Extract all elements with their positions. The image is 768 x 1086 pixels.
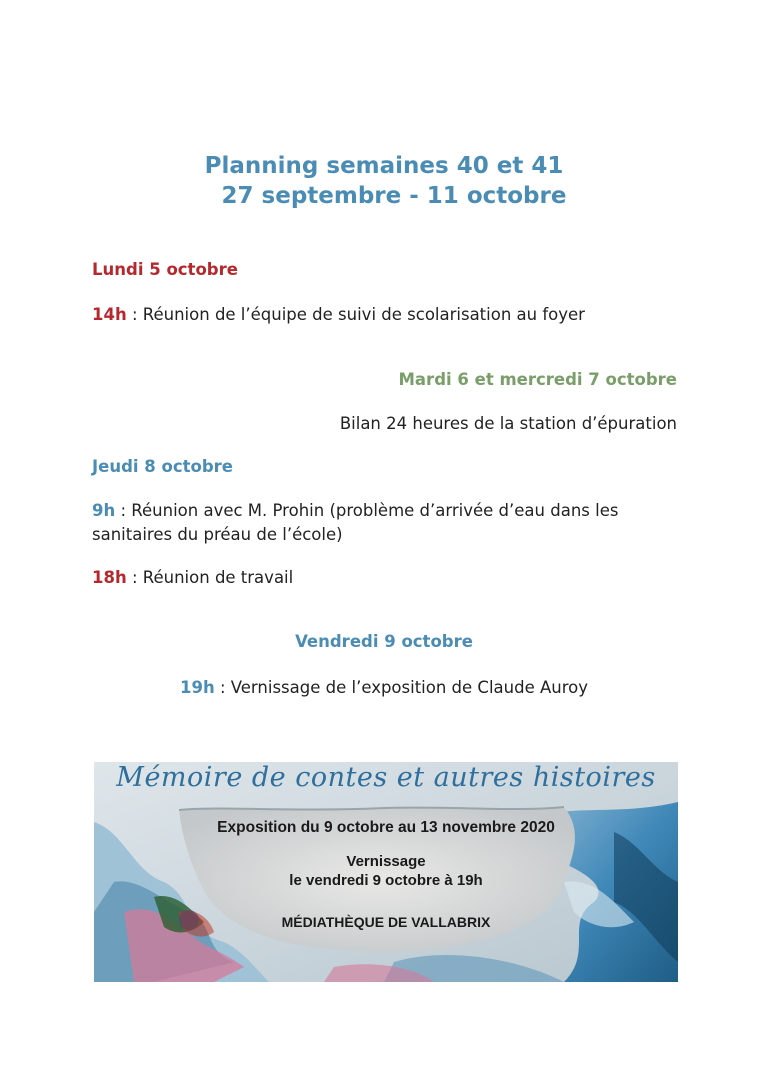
entry-text: Bilan 24 heures de la station d’épuration xyxy=(339,414,677,433)
page-title: Planning semaines 40 et 41 xyxy=(204,153,564,179)
banner-title: Mémoire de contes et autres histoires xyxy=(116,762,656,793)
schedule-entry-continuation xyxy=(92,523,343,547)
banner-venue: MÉDIATHÈQUE DE VALLABRIX xyxy=(281,914,491,930)
exhibition-banner xyxy=(94,762,678,982)
schedule-entry xyxy=(92,499,618,523)
schedule-entry xyxy=(340,412,677,436)
schedule-entry xyxy=(92,303,585,327)
day-heading-lundi: Lundi 5 octobre xyxy=(92,260,238,279)
page-subtitle-dates: 27 septembre - 11 octobre xyxy=(221,183,567,209)
entry-time: 19h xyxy=(180,678,215,697)
entry-time: 14h xyxy=(92,305,127,324)
entry-text: sanitaires du préau de l’école) xyxy=(92,525,343,544)
banner-vernissage-label: Vernissage xyxy=(346,853,426,870)
entry-text: : Réunion de l’équipe de suivi de scolarisation au foyer xyxy=(126,305,585,324)
entry-time: 9h xyxy=(92,501,116,520)
entry-text: : Réunion avec M. Prohin (problème d’arrivée d’eau dans les xyxy=(115,501,619,520)
banner-vernissage-date: le vendredi 9 octobre à 19h xyxy=(289,872,483,889)
day-heading-vendredi: Vendredi 9 octobre xyxy=(295,632,473,651)
day-heading-mardi: Mardi 6 et mercredi 7 octobre xyxy=(398,370,677,389)
entry-text: : Vernissage de l’exposition de Claude Auroy xyxy=(214,678,588,697)
banner-exhibition-dates: Exposition du 9 octobre au 13 novembre 2020 xyxy=(217,819,555,836)
schedule-entry xyxy=(0,676,768,700)
entry-time: 18h xyxy=(92,568,127,587)
schedule-entry xyxy=(92,566,293,590)
entry-text: : Réunion de travail xyxy=(126,568,294,587)
day-heading-jeudi: Jeudi 8 octobre xyxy=(92,457,233,476)
